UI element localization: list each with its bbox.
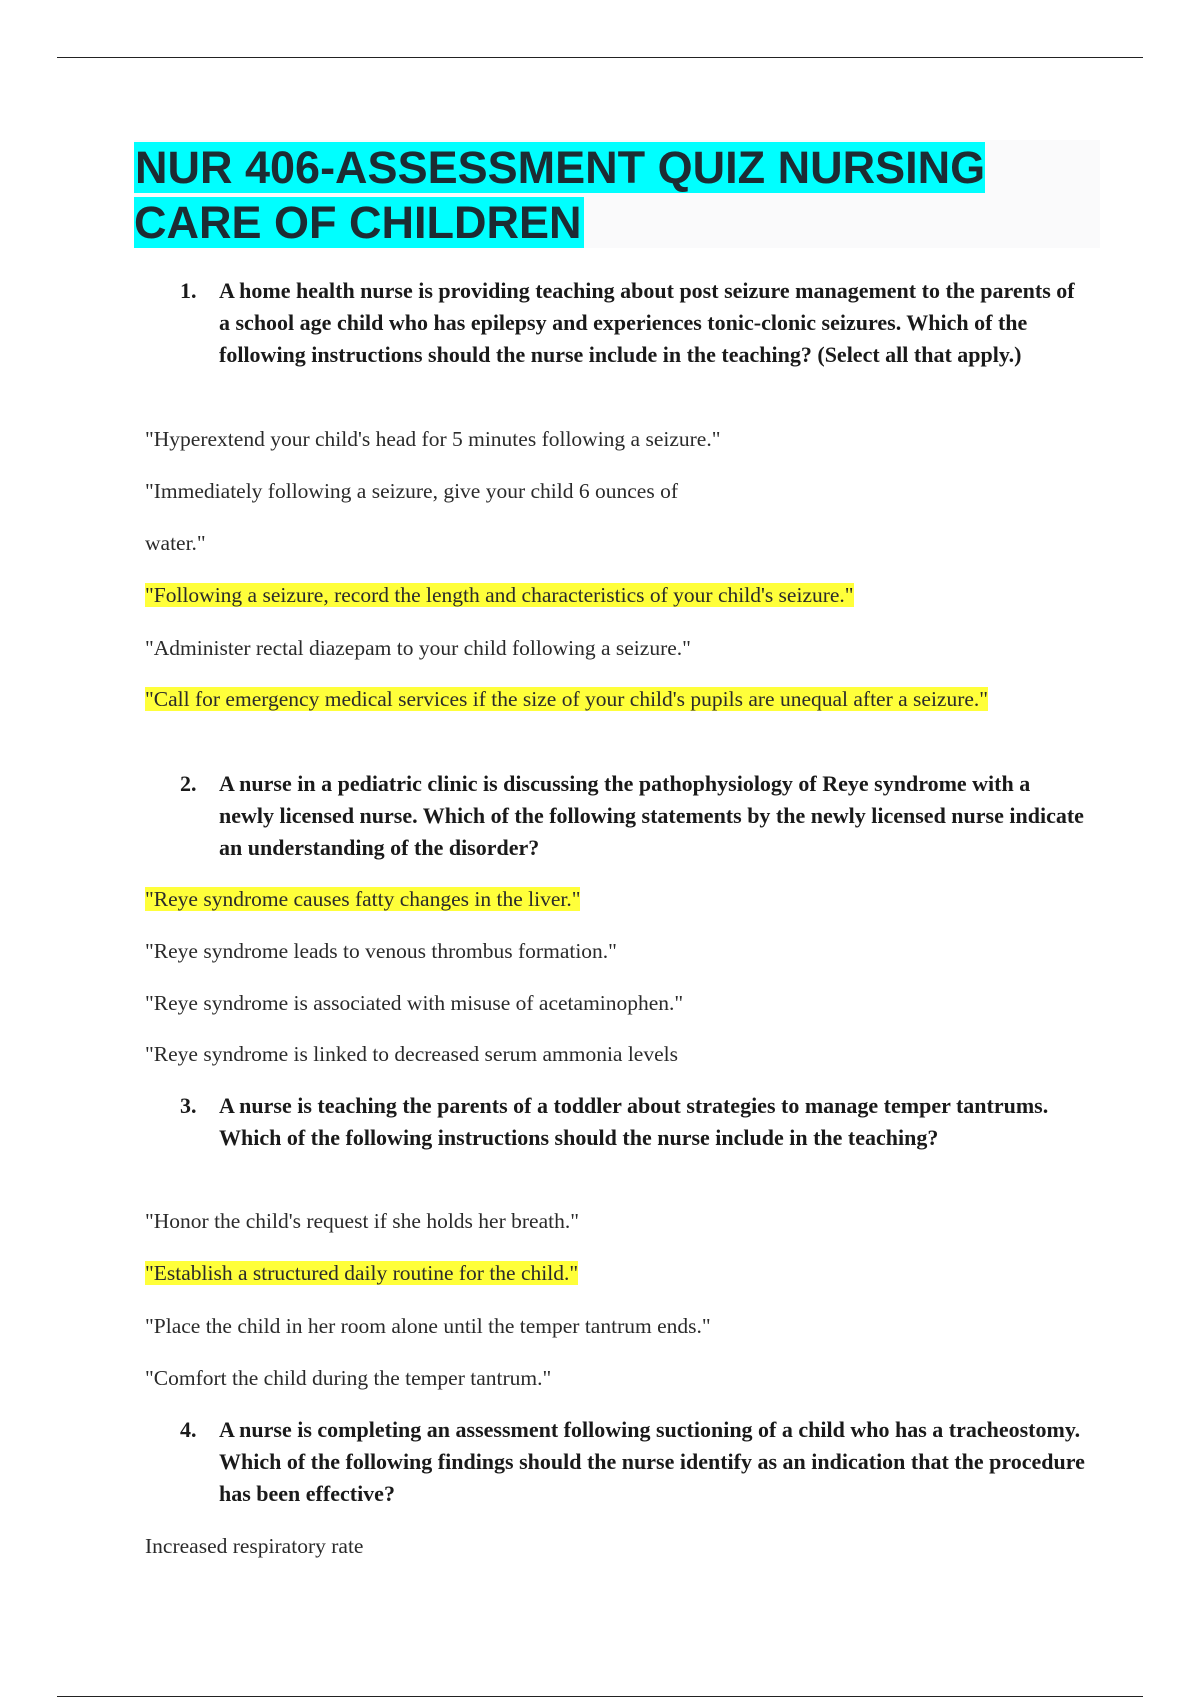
answer-option	[145, 527, 1065, 559]
answer-option-correct	[145, 1257, 1065, 1289]
question-number: 1.	[180, 278, 197, 303]
answer-option	[145, 1205, 1065, 1237]
answer-highlight: "Reye syndrome causes fatty changes in the liver."	[145, 887, 581, 911]
answer-option	[145, 935, 1065, 967]
answer-option-text: "Hyperextend your child's head for 5 minutes following a seizure."	[145, 427, 721, 451]
answer-option-correct	[145, 683, 1065, 715]
question-number: 2.	[180, 771, 197, 796]
page-title-text: NUR 406-ASSESSMENT QUIZ NURSING CARE OF CHILDREN	[134, 142, 986, 248]
answer-option	[145, 1530, 1065, 1562]
top-rule	[57, 57, 1143, 58]
question-text: A nurse in a pediatric clinic is discussing the pathophysiology of Reye syndrome with a newly licensed nurse. Which of the following statements by the newly licensed nurse indicate an understanding of the disorder?	[219, 771, 1084, 860]
bottom-rule	[57, 1696, 1143, 1697]
answer-option	[145, 475, 1065, 507]
answer-option-correct	[145, 883, 1065, 915]
answer-option	[145, 1310, 1065, 1342]
question-4	[180, 1414, 1090, 1510]
answer-highlight: "Following a seizure, record the length and characteristics of your child's seizure."	[145, 583, 854, 607]
question-text: A nurse is teaching the parents of a toddler about strategies to manage temper tantrums. Which of the following instructions should the nurse include in the teaching?	[219, 1093, 1049, 1150]
answer-option	[145, 1038, 1065, 1070]
question-2	[180, 768, 1090, 864]
answer-option	[145, 987, 1065, 1019]
answer-option	[145, 1362, 1065, 1394]
answer-option-text: "Reye syndrome is associated with misuse of acetaminophen."	[145, 991, 684, 1015]
question-1	[180, 275, 1090, 371]
answer-option	[145, 632, 1065, 664]
answer-option-text: "Comfort the child during the temper tantrum."	[145, 1366, 552, 1390]
question-text: A nurse is completing an assessment following suctioning of a child who has a tracheostomy. Which of the following findings should the nurse identify as an indication that the procedure has been effective?	[219, 1417, 1085, 1506]
answer-option-text: "Place the child in her room alone until the temper tantrum ends."	[145, 1314, 711, 1338]
answer-option-text: "Administer rectal diazepam to your child following a seizure."	[145, 636, 691, 660]
question-text: A home health nurse is providing teaching about post seizure management to the parents of a school age child who has epilepsy and experiences tonic-clonic seizures. Which of the following instructions should the nurse include in the teaching? (Select all that apply.)	[219, 278, 1075, 367]
answer-option-text: "Immediately following a seizure, give your child 6 ounces of	[145, 479, 678, 503]
answer-option	[145, 423, 1065, 455]
answer-highlight: "Call for emergency medical services if the size of your child's pupils are unequal after a seizure."	[145, 687, 989, 711]
answer-option-text: Increased respiratory rate	[145, 1534, 364, 1558]
question-number: 4.	[180, 1417, 197, 1442]
page-title	[134, 140, 1014, 250]
question-number: 3.	[180, 1093, 197, 1118]
question-3	[180, 1090, 1090, 1154]
answer-highlight: "Establish a structured daily routine for the child."	[145, 1261, 579, 1285]
answer-option-text: "Honor the child's request if she holds her breath."	[145, 1209, 579, 1233]
answer-option-correct	[145, 579, 1065, 611]
answer-option-text: "Reye syndrome is linked to decreased serum ammonia levels	[145, 1042, 678, 1066]
answer-option-text: "Reye syndrome leads to venous thrombus formation."	[145, 939, 617, 963]
answer-option-text: water."	[145, 531, 206, 555]
